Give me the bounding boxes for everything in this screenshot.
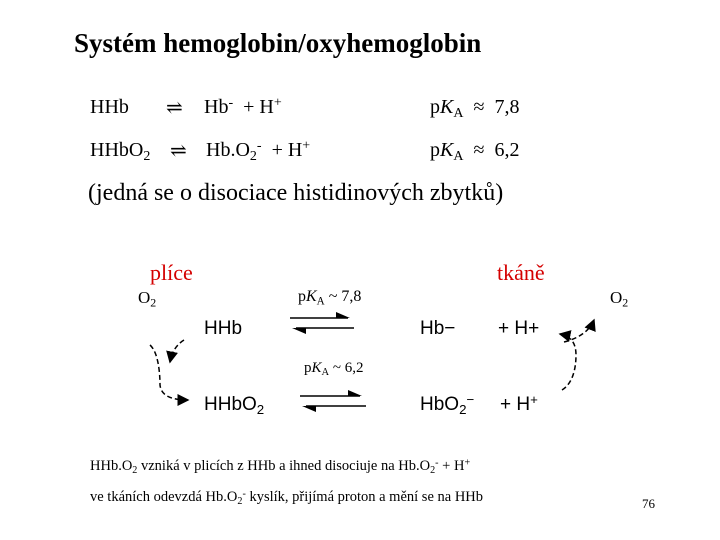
lung-label: plíce (150, 260, 193, 285)
note-text: (jedná se o disociace histidinových zbytků) (88, 180, 504, 206)
equation-1-left: HHb (90, 96, 129, 118)
equation-1-pka: $pK_A \approx 7,8$ (430, 96, 520, 122)
o2-right-label: $O_2$ (610, 288, 629, 310)
tissue-label: tkáně (497, 260, 545, 285)
plus-h-top: + H+ (498, 318, 540, 339)
reverse-arrow-bottom-head (302, 406, 316, 412)
lung-curve-arrow (150, 345, 188, 400)
hb-minus-label: Hb− (420, 318, 456, 339)
page-title: Systém hemoglobin/oxyhemoglobin (74, 28, 482, 58)
lung-o2-arrow (170, 340, 184, 362)
hhbo2-label: HHbO$_2$ (204, 394, 265, 417)
o2-left-label: $O_2$ (138, 288, 157, 310)
equation-2-right: $Hb.O_2^- + H^+$ (206, 138, 311, 165)
equation-2-pka: $pK_A \approx 6,2$ (430, 139, 520, 165)
forward-arrow-bottom-head (348, 390, 362, 396)
equilibrium-icon: ⇌ (170, 140, 187, 162)
tissue-o2-arrow (564, 320, 594, 342)
hbo2-minus-label: HbO$_2$− (420, 392, 475, 417)
hhb-label: HHb (204, 318, 243, 339)
tissue-curve-arrow (560, 334, 576, 390)
footnote-1: $HHb.O_2$ vzniká v plicích z HHb a ihned disociuje na $Hb.O_2^- + H^+$ (90, 457, 471, 477)
reverse-arrow-top-head (292, 328, 306, 334)
footnote-2: ve tkáních odevzdá $Hb.O_2^-$ kyslík, přijímá proton a mění se na HHb (90, 488, 484, 508)
equation-1-right: Hb- + H+ (204, 95, 282, 118)
equilibrium-icon: ⇌ (166, 97, 183, 119)
pka-bottom-label: $pK_A$ ~ 6,2 (304, 360, 364, 379)
page-number: 76 (642, 496, 655, 511)
equation-2-left: HHbO$_2$ (90, 139, 151, 165)
plus-h-bottom: + H+ (500, 392, 538, 415)
forward-arrow-top-head (336, 312, 350, 318)
pka-top-label: $pK_A$ ~ 7,8 (298, 288, 362, 308)
